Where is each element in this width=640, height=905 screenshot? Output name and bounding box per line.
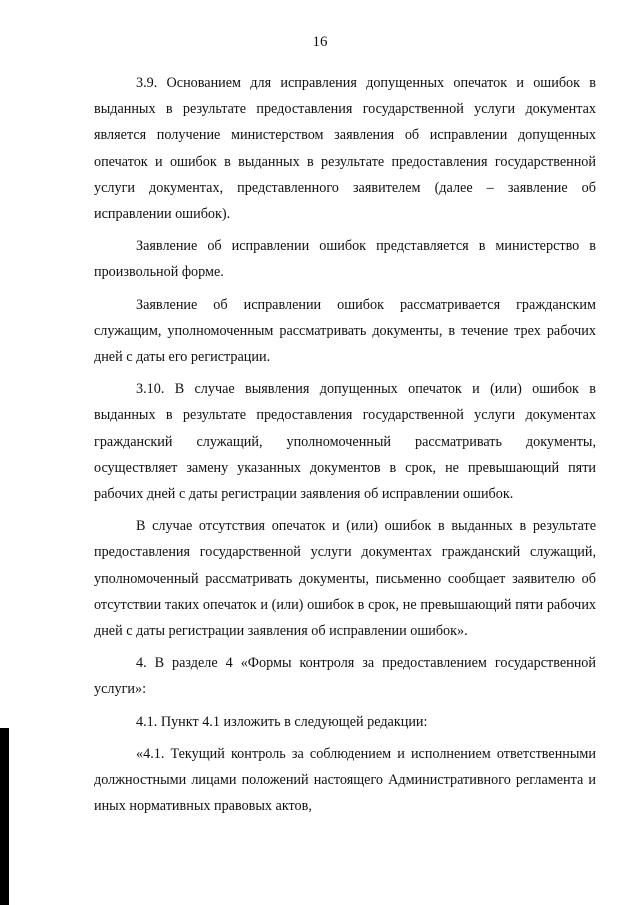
scan-margin-bar: [0, 728, 9, 905]
page-number: 16: [312, 34, 328, 50]
paragraph-4-1-intro: 4.1. Пункт 4.1 изложить в следующей редакции:: [136, 713, 428, 730]
paragraph-application-form: Заявление об исправлении ошибок представляется в министерство в произвольной форме.: [94, 238, 596, 281]
paragraph-no-errors: В случае отсутствия опечаток и (или) ошибок в выданных в результате предоставления государственной услуги документах гражданский служащий, уполномоченный рассматривать документы, письменно сообщает заявителю об отсутствии таких опечаток и (или) ошибок в срок, не превышающий пяти рабочих дней с даты регистрации заявления об исправлении ошибок».: [94, 518, 596, 640]
paragraph-4-1-text: «4.1. Текущий контроль за соблюдением и исполнением ответственными должностными лицами положений настоящего Административного регламента и иных нормативных правовых актов,: [94, 745, 596, 815]
document-body: [94, 70, 596, 819]
paragraph-review-term: Заявление об исправлении ошибок рассматривается гражданским служащим, уполномоченным рассматривать документы, в течение трех рабочих дней с даты его регистрации.: [94, 296, 596, 366]
paragraph-3-10: 3.10. В случае выявления допущенных опечаток и (или) ошибок в выданных в результате предоставления государственной услуги документах гражданский служащий, уполномоченный рассматривать документы, осуществляет замену указанных документов в срок, не превышающий пяти рабочих дней с даты регистрации заявления об исправлении ошибок.: [94, 381, 596, 503]
paragraph-section-4: 4. В разделе 4 «Формы контроля за предоставлением государственной услуги»:: [94, 655, 596, 698]
paragraph-3-9: 3.9. Основанием для исправления допущенных опечаток и ошибок в выданных в результате предоставления государственной услуги документах является получение министерством заявления об исправлении допущенных опечаток и ошибок в выданных в результате предоставления государственной услуги документах, представленного заявителем (далее – заявление об исправлении ошибок).: [94, 75, 596, 223]
